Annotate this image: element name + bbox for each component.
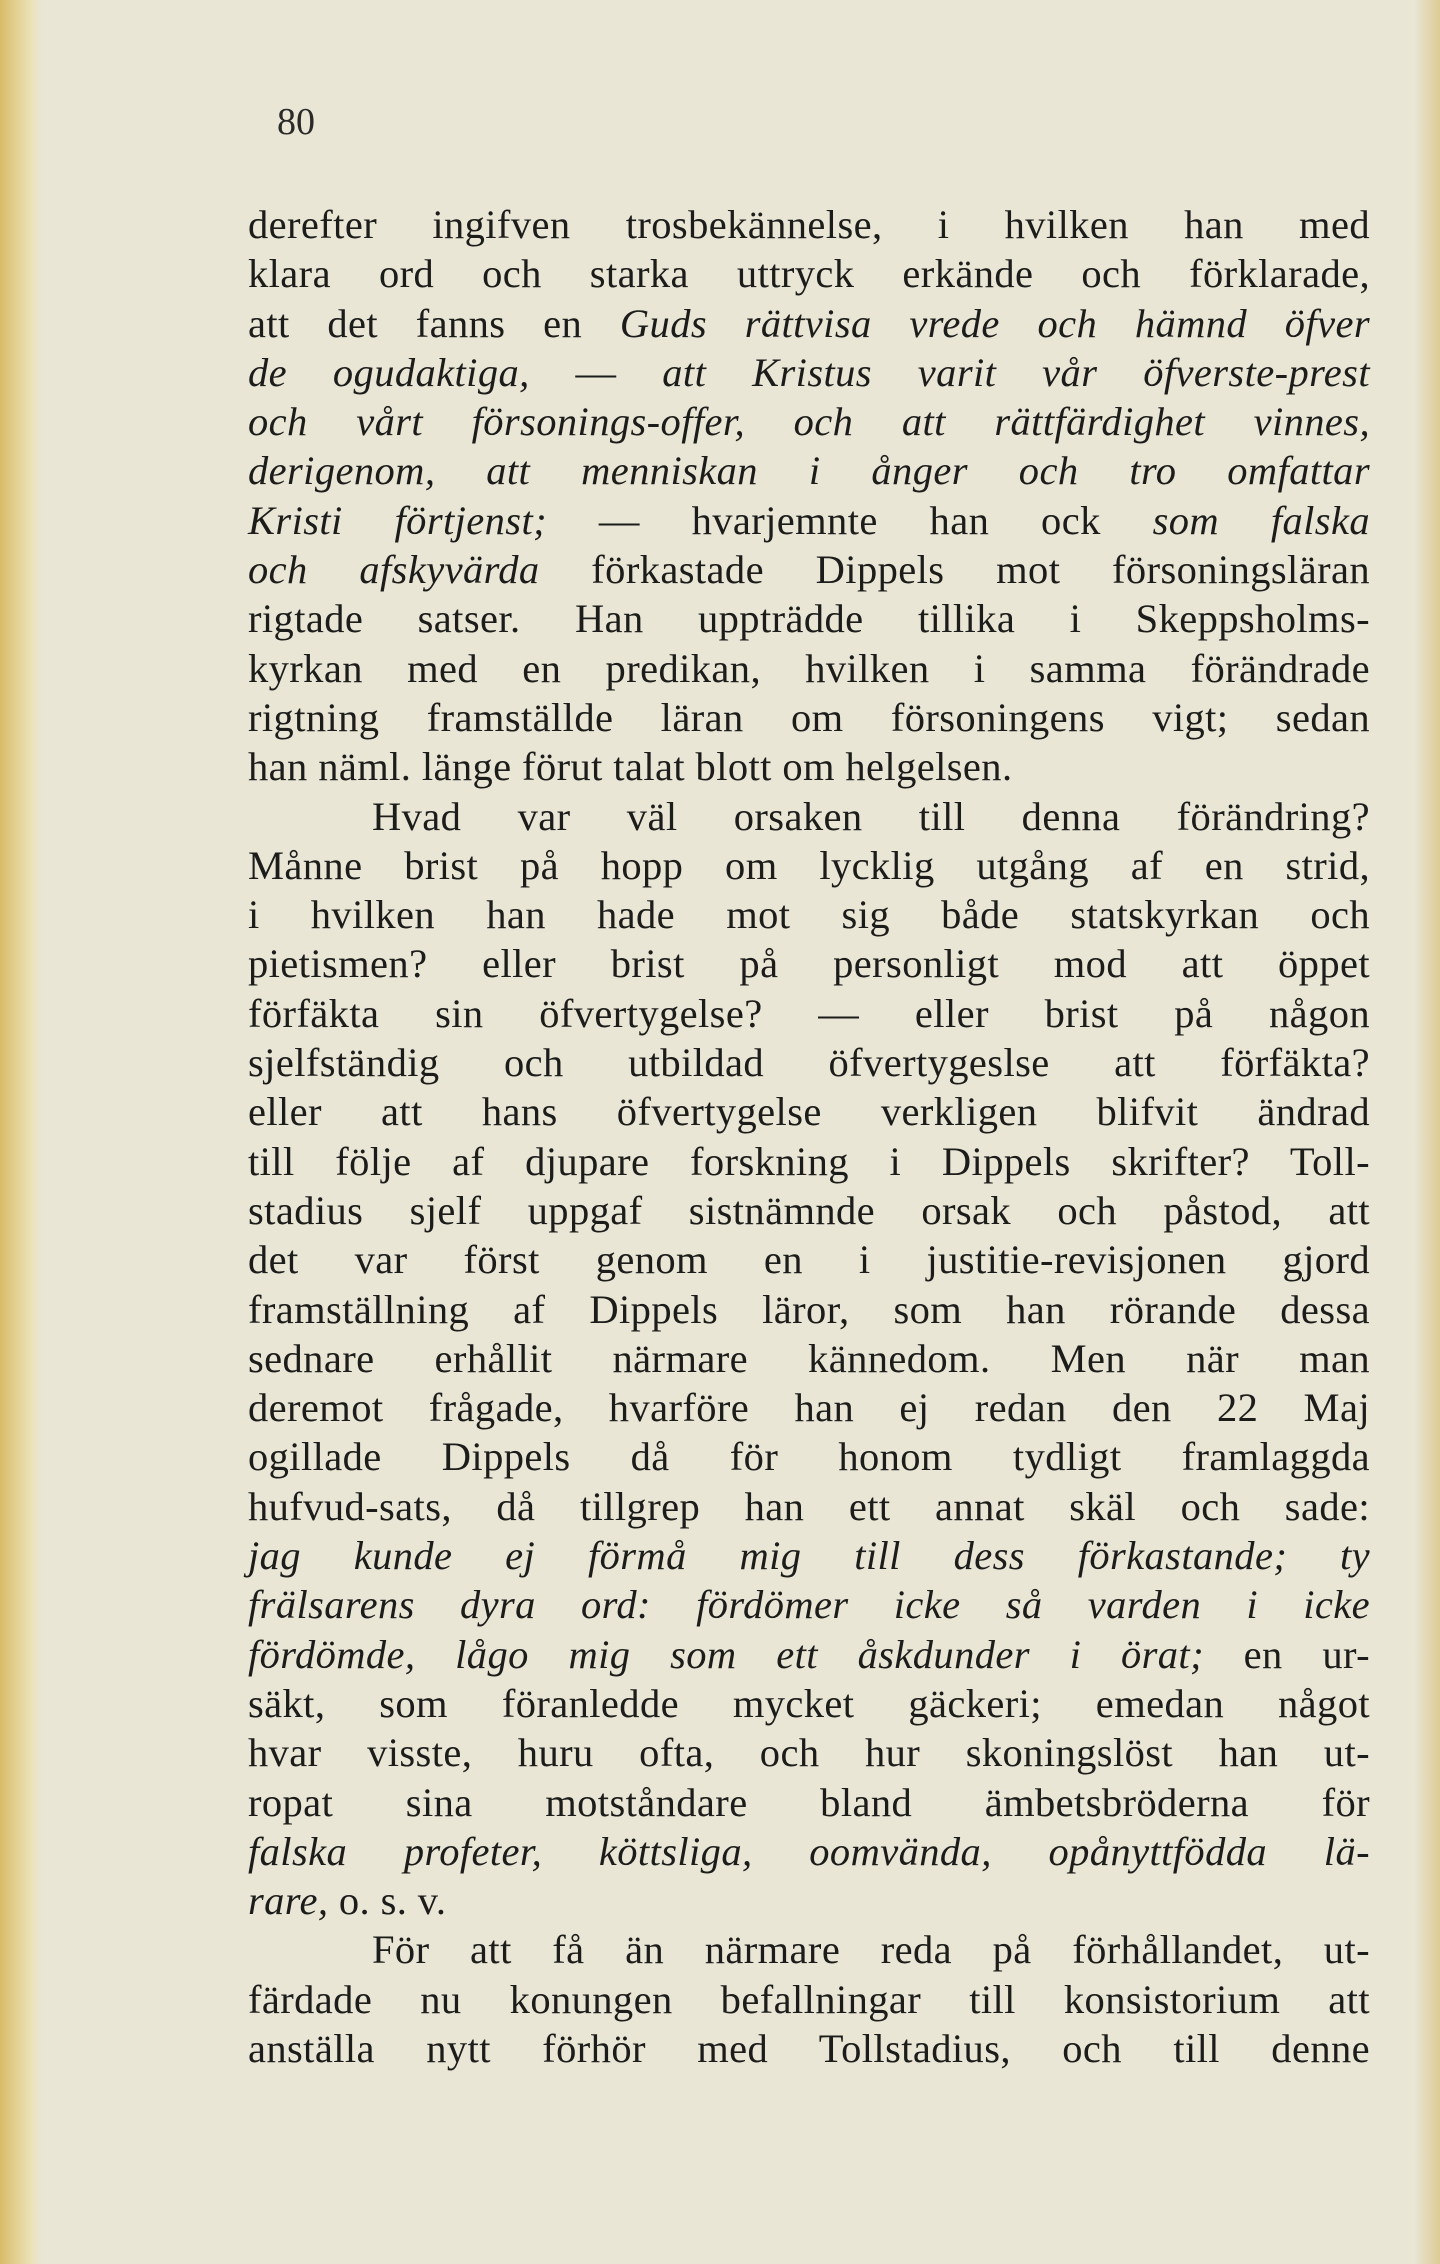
text-line bbox=[248, 1827, 1370, 1876]
text-line bbox=[248, 1630, 1370, 1679]
italic-segment: jag kunde ej förmå mig till dess förkastande; ty bbox=[248, 1533, 1370, 1579]
text-line bbox=[248, 1137, 1370, 1186]
text-segment: det var först genom en i justitie-revisjonen gjord bbox=[248, 1237, 1370, 1283]
text-segment: framställning af Dippels läror, som han rörande dessa bbox=[248, 1286, 1370, 1332]
text-segment: derefter ingifven trosbekännelse, i hvilken han med bbox=[248, 202, 1370, 247]
italic-segment: som falska bbox=[1152, 497, 1370, 543]
text-segment: — hvarjemnte han ock bbox=[547, 497, 1153, 543]
text-line bbox=[248, 594, 1370, 643]
italic-segment: Kristi förtjenst; bbox=[248, 497, 548, 543]
italic-segment: rare, bbox=[248, 1878, 329, 1924]
italic-segment: frälsarens dyra ord: fördömer icke så varden i icke bbox=[248, 1582, 1370, 1628]
text-line bbox=[248, 2024, 1370, 2073]
text-line bbox=[248, 446, 1370, 495]
text-line bbox=[248, 1038, 1370, 1087]
text-segment: stadius sjelf uppgaf sistnämnde orsak och påstod, att bbox=[248, 1187, 1370, 1233]
text-segment: ropat sina motståndare bland ämbetsbröderna för bbox=[248, 1779, 1370, 1825]
italic-segment: falska profeter, köttsliga, oomvända, opånyttfödda lä- bbox=[248, 1828, 1370, 1874]
text-segment: För att få än närmare reda på förhållandet, ut- bbox=[372, 1927, 1370, 1973]
text-segment: Hvad var väl orsaken till denna förändring? bbox=[372, 793, 1370, 839]
text-segment: — bbox=[529, 349, 663, 395]
text-line bbox=[248, 1876, 1370, 1925]
text-segment: en ur- bbox=[1203, 1631, 1370, 1677]
text-segment: att det fanns en bbox=[248, 300, 620, 346]
text-line bbox=[248, 1235, 1370, 1284]
page-edge-left bbox=[0, 0, 42, 2264]
text-line bbox=[248, 1334, 1370, 1383]
italic-segment: att Kristus varit vår öfverste-prest bbox=[662, 349, 1370, 395]
text-segment: i hvilken han hade mot sig både statskyrkan och bbox=[248, 892, 1370, 938]
text-segment: eller att hans öfvertygelse verkligen blifvit ändrad bbox=[248, 1089, 1370, 1135]
text-line bbox=[248, 1531, 1370, 1580]
text-segment: deremot frågade, hvarföre han ej redan den 22 Maj bbox=[248, 1385, 1370, 1431]
text-line bbox=[248, 496, 1370, 545]
text-segment: sjelfständig och utbildad öfvertygeslse att förfäkta? bbox=[248, 1040, 1370, 1086]
text-line bbox=[248, 1186, 1370, 1235]
text-line bbox=[248, 1087, 1370, 1136]
text-line bbox=[248, 841, 1370, 890]
text-segment: färdade nu konungen befallningar till konsistorium att bbox=[248, 1976, 1370, 2022]
text-line bbox=[248, 1679, 1370, 1728]
text-segment: till följe af djupare forskning i Dippels skrifter? Toll- bbox=[248, 1138, 1370, 1184]
text-segment: rigtning framställde läran om försoningens vigt; sedan bbox=[248, 694, 1370, 740]
text-line bbox=[248, 1925, 1370, 1974]
text-segment: säkt, som föranledde mycket gäckeri; emedan något bbox=[248, 1680, 1370, 1726]
italic-segment: Guds rättvisa vrede och hämnd öfver bbox=[619, 300, 1370, 346]
text-line bbox=[248, 1975, 1370, 2024]
text-line bbox=[248, 792, 1370, 841]
text-line bbox=[248, 1285, 1370, 1334]
text-line bbox=[248, 1383, 1370, 1432]
text-line bbox=[248, 545, 1370, 594]
text-segment: kyrkan med en predikan, hvilken i samma förändrade bbox=[248, 645, 1370, 691]
body-text bbox=[248, 200, 1370, 2073]
text-line bbox=[248, 1778, 1370, 1827]
text-line bbox=[248, 299, 1370, 348]
text-line bbox=[248, 890, 1370, 939]
text-segment: hufvud-sats, då tillgrep han ett annat skäl och sade: bbox=[248, 1483, 1370, 1529]
text-line bbox=[248, 348, 1370, 397]
text-line bbox=[248, 742, 1370, 791]
text-segment: han näml. länge förut talat blott om helgelsen. bbox=[248, 744, 1013, 790]
text-segment: pietismen? eller brist på personligt mod att öppet bbox=[248, 941, 1370, 987]
text-segment: förkastade Dippels mot försoningsläran bbox=[539, 547, 1370, 593]
italic-segment: derigenom, att menniskan i ånger och tro omfattar bbox=[248, 448, 1370, 494]
text-segment: rigtade satser. Han uppträdde tillika i Skeppsholms- bbox=[248, 596, 1370, 642]
text-line bbox=[248, 939, 1370, 988]
text-segment: ogillade Dippels då för honom tydligt framlaggda bbox=[248, 1434, 1370, 1480]
text-line bbox=[248, 1482, 1370, 1531]
text-line bbox=[248, 1728, 1370, 1777]
text-line bbox=[248, 1432, 1370, 1481]
italic-segment: och afskyvärda bbox=[248, 547, 540, 593]
text-segment: förfäkta sin öfvertygelse? — eller brist på någon bbox=[248, 990, 1370, 1036]
text-line bbox=[248, 397, 1370, 446]
text-line bbox=[248, 989, 1370, 1038]
text-segment: hvar visste, huru ofta, och hur skoningslöst han ut- bbox=[248, 1730, 1370, 1776]
text-line bbox=[248, 644, 1370, 693]
text-segment: anställa nytt förhör med Tollstadius, och till denne bbox=[248, 2025, 1370, 2071]
text-segment: Månne brist på hopp om lycklig utgång af en strid, bbox=[248, 842, 1370, 888]
page-edge-right bbox=[1414, 0, 1440, 2264]
text-segment: klara ord och starka uttryck erkände och förklarade, bbox=[248, 251, 1370, 297]
italic-segment: de ogudaktiga, bbox=[248, 349, 530, 395]
text-segment: sednare erhållit närmare kännedom. Men när man bbox=[248, 1335, 1370, 1381]
text-line bbox=[248, 249, 1370, 298]
text-line bbox=[248, 693, 1370, 742]
text-line bbox=[248, 1580, 1370, 1629]
text-line bbox=[248, 200, 1370, 249]
italic-segment: och vårt försonings-offer, och att rättfärdighet vinnes, bbox=[248, 399, 1370, 445]
text-segment: o. s. v. bbox=[328, 1878, 447, 1924]
page-number: 80 bbox=[277, 101, 315, 143]
italic-segment: fördömde, lågo mig som ett åskdunder i örat; bbox=[248, 1631, 1204, 1677]
